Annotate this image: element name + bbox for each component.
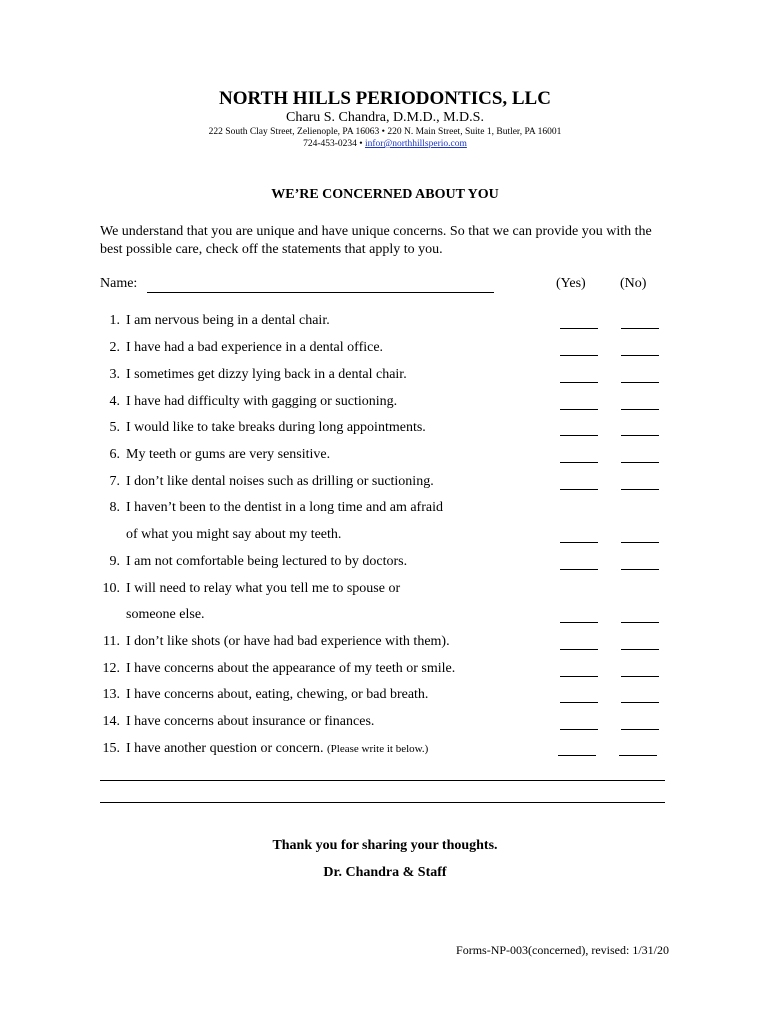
write-in-line-1[interactable] [100, 780, 665, 781]
question-number: 11. [103, 634, 120, 649]
question-text [126, 741, 428, 757]
question-number: 14. [102, 714, 120, 729]
no-blank[interactable] [621, 409, 659, 410]
question-text: I have concerns about insurance or finances. [126, 714, 375, 729]
no-blank[interactable] [621, 462, 659, 463]
yes-blank[interactable] [560, 729, 598, 730]
yes-blank[interactable] [560, 462, 598, 463]
question-note: (Please write it below.) [326, 743, 429, 755]
question-number: 3. [109, 367, 120, 382]
intro-paragraph: We understand that you are unique and have unique concerns. So that we can provide you with the best possible care, check off the statements that apply to you. [100, 224, 652, 257]
question-number: 10. [102, 581, 120, 596]
email-link[interactable]: infor@northhillsperio.com [365, 139, 467, 149]
practice-name: NORTH HILLS PERIODONTICS, LLC [219, 88, 551, 109]
no-blank[interactable] [621, 435, 659, 436]
question-number: 4. [109, 394, 120, 409]
no-blank[interactable] [621, 702, 659, 703]
no-blank[interactable] [619, 755, 657, 756]
question-number: 9. [109, 554, 120, 569]
yes-blank[interactable] [560, 409, 598, 410]
yes-blank[interactable] [560, 649, 598, 650]
name-label: Name: [100, 276, 138, 291]
no-blank[interactable] [621, 729, 659, 730]
phone-number: 724-453-0234 [303, 139, 357, 149]
question-text: I am nervous being in a dental chair. [126, 313, 330, 328]
contact-line [0, 139, 770, 149]
no-blank[interactable] [621, 328, 659, 329]
yes-blank[interactable] [560, 622, 598, 623]
question-text: I don’t like dental noises such as drilling or suctioning. [126, 474, 434, 489]
bullet-separator: • [359, 139, 363, 149]
name-field-line[interactable] [147, 292, 494, 293]
question-text: My teeth or gums are very sensitive. [126, 447, 331, 462]
doctor-name: Charu S. Chandra, D.M.D., M.D.S. [286, 110, 484, 125]
question-number: 5. [109, 420, 120, 435]
yes-blank[interactable] [560, 676, 598, 677]
yes-blank[interactable] [560, 489, 598, 490]
question-text: I will need to relay what you tell me to spouse or [126, 581, 401, 596]
form-revision: Forms-NP-003(concerned), revised: 1/31/20 [456, 943, 669, 957]
yes-column-header: (Yes) [556, 276, 586, 291]
yes-blank[interactable] [558, 755, 596, 756]
question-text: I would like to take breaks during long appointments. [126, 420, 426, 435]
yes-blank[interactable] [560, 355, 598, 356]
question-number: 8. [109, 500, 120, 515]
no-blank[interactable] [621, 489, 659, 490]
question-text-main: I have another question or concern. [126, 741, 324, 756]
question-number: 15. [102, 741, 120, 756]
practice-address: 222 South Clay Street, Zelienople, PA 16063 • 220 N. Main Street, Suite 1, Butler, PA 16001 [208, 127, 562, 137]
no-blank[interactable] [621, 622, 659, 623]
yes-blank[interactable] [560, 702, 598, 703]
question-number: 12. [102, 661, 120, 676]
no-blank[interactable] [621, 355, 659, 356]
no-blank[interactable] [621, 542, 659, 543]
yes-blank[interactable] [560, 382, 598, 383]
yes-blank[interactable] [560, 435, 598, 436]
question-number: 7. [109, 474, 120, 489]
form-title: WE’RE CONCERNED ABOUT YOU [271, 187, 499, 202]
thank-you-note: Thank you for sharing your thoughts. [272, 838, 498, 853]
yes-blank[interactable] [560, 542, 598, 543]
question-text: I am not comfortable being lectured to by doctors. [126, 554, 408, 569]
question-number: 2. [109, 340, 120, 355]
no-column-header: (No) [620, 276, 647, 291]
question-text: I haven’t been to the dentist in a long time and am afraid [126, 500, 443, 515]
no-blank[interactable] [621, 676, 659, 677]
question-text: I have concerns about the appearance of my teeth or smile. [126, 661, 456, 676]
question-text: of what you might say about my teeth. [126, 527, 342, 542]
question-text: I don’t like shots (or have had bad experience with them). [126, 634, 450, 649]
question-text: I sometimes get dizzy lying back in a dental chair. [126, 367, 407, 382]
question-text: I have concerns about, eating, chewing, or bad breath. [126, 687, 429, 702]
question-number: 6. [109, 447, 120, 462]
yes-blank[interactable] [560, 569, 598, 570]
question-text: I have had a bad experience in a dental office. [126, 340, 384, 355]
question-text: someone else. [126, 607, 205, 622]
question-number: 13. [102, 687, 120, 702]
no-blank[interactable] [621, 649, 659, 650]
no-blank[interactable] [621, 382, 659, 383]
yes-blank[interactable] [560, 328, 598, 329]
question-text: I have had difficulty with gagging or suctioning. [126, 394, 398, 409]
no-blank[interactable] [621, 569, 659, 570]
question-number: 1. [109, 313, 120, 328]
write-in-line-2[interactable] [100, 802, 665, 803]
signature: Dr. Chandra & Staff [323, 865, 447, 880]
